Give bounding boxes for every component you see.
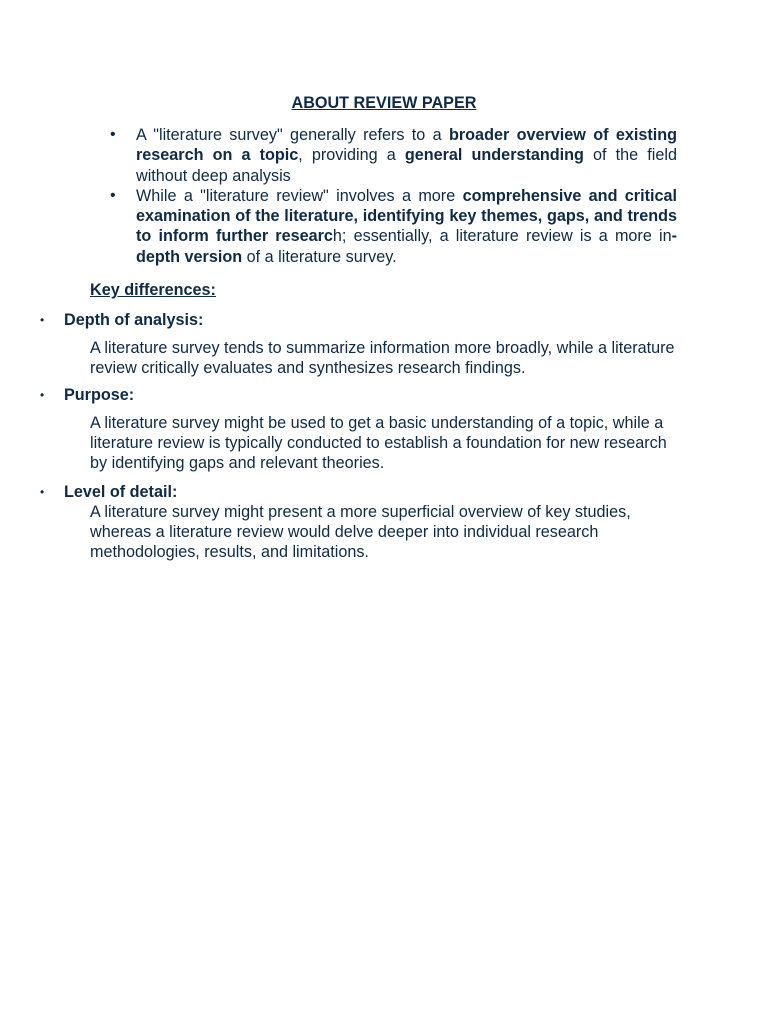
intro-text: A "literature survey" generally refers to a broader overview of existing research on a topic, providing a general understanding of the field without deep analysis <box>136 126 677 185</box>
intro-text: While a "literature review" involves a more comprehensive and critical examination of the literature, identifying key themes, gaps, and trends to inform further research; essentially, a literature review is a more in-depth version of a literature survey. <box>136 186 677 266</box>
key-differences-heading: Key differences: <box>90 281 216 299</box>
document-title: ABOUT REVIEW PAPER <box>291 94 477 112</box>
difference-description: A literature survey tends to summarize information more broadly, while a literature review critically evaluates and synthesizes research findings. <box>90 339 675 378</box>
intro-item-review <box>110 186 677 267</box>
intro-bullet-list <box>110 125 677 267</box>
intro-item-survey <box>110 125 677 186</box>
difference-term: Depth of analysis: <box>64 311 204 329</box>
difference-term: Level of detail: <box>64 483 178 501</box>
difference-description: A literature survey might be used to get a basic understanding of a topic, while a literature review is typically conducted to establish a foundation for new research by identifying gaps and relevant theories. <box>90 414 667 473</box>
difference-description: A literature survey might present a more superficial overview of key studies, whereas a literature review would delve deeper into individual research methodologies, results, and limitations. <box>90 503 631 562</box>
bullet-icon: • <box>40 485 45 499</box>
bullet-icon: • <box>110 186 116 204</box>
difference-term: Purpose: <box>64 386 135 404</box>
bullet-icon: • <box>40 313 45 327</box>
bullet-icon: • <box>110 126 116 143</box>
bullet-icon: • <box>40 388 45 402</box>
